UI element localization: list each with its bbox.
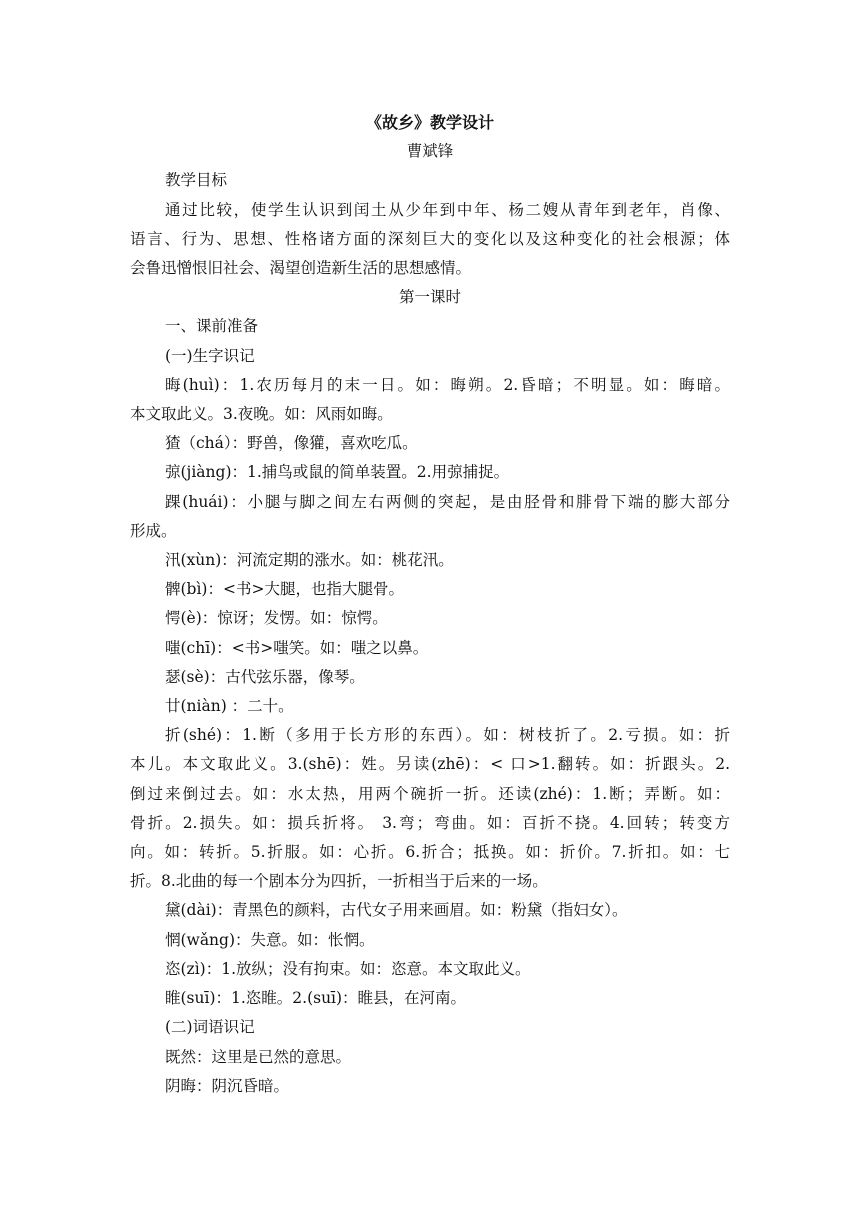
lesson-heading: 第一课时 <box>398 288 461 307</box>
paragraph-line: 本文取此义。3.夜晚。如：风雨如晦。 <box>130 405 393 424</box>
paragraph-line: 语言、行为、思想、性格诸方面的深刻巨大的变化以及这种变化的社会根源；体 <box>130 229 730 248</box>
paragraph-line: 既然：这里是已然的意思。 <box>165 1047 352 1066</box>
paragraph-line: 向。如：转折。5.折服。如：心折。6.折合；抵换。如：折价。7.折扣。如：七 <box>130 843 730 862</box>
paragraph-line: 恣(zì)：1.放纵；没有拘束。如：恣意。本文取此义。 <box>165 959 531 978</box>
paragraph-line: 廿(niàn) ：二十。 <box>165 697 294 716</box>
paragraph-line: 踝(huái)：小腿与脚之间左右两侧的突起，是由胫骨和腓骨下端的膨大部分 <box>165 492 730 511</box>
paragraph-line: 猹（chá）：野兽，像獾，喜欢吃瓜。 <box>165 434 418 453</box>
paragraph-line: 嗤(chī)：<书>嗤笑。如：嗤之以鼻。 <box>165 638 429 657</box>
paragraph-line: 本儿。本文取此义。3.(shē)：姓。另读(zhē)：< 口>1.翻转。如：折跟头。2. <box>130 755 730 774</box>
paragraph-line: 形成。 <box>130 521 177 540</box>
paragraph-line: 汛(xùn)：河流定期的涨水。如：桃花汛。 <box>165 551 454 570</box>
section-heading-objectives: 教学目标 <box>165 171 228 190</box>
paragraph-line: 黛(dài)：青黑色的颜料，古代女子用来画眉。如：粉黛（指妇女）。 <box>165 901 628 920</box>
paragraph-line: 会鲁迅憎恨旧社会、渴望创造新生活的思想感情。 <box>130 259 472 278</box>
paragraph-line: 折(shé)：1.断（多用于长方形的东西）。如：树枝折了。2.亏损。如：折 <box>165 726 730 745</box>
document-body <box>130 108 730 1101</box>
subsection-heading-characters: (一)生字识记 <box>165 346 255 365</box>
paragraph-line: 折。8.北曲的每一个剧本分为四折，一折相当于后来的一场。 <box>130 872 548 891</box>
paragraph-line: 睢(suī)：1.恣睢。2.(suī)：睢县，在河南。 <box>165 989 467 1008</box>
paragraph-line: 惘(wǎng)：失意。如：怅惘。 <box>165 930 375 949</box>
paragraph-line: 阴晦：阴沉昏暗。 <box>165 1076 290 1095</box>
paragraph-line: 骨折。2.损失。如：损兵折将。 3.弯；弯曲。如：百折不挠。4.回转；转变方 <box>130 813 730 832</box>
paragraph-line: 弶(jiàng)：1.捕鸟或鼠的简单装置。2.用弶捕捉。 <box>165 463 510 482</box>
subsection-heading-vocabulary: (二)词语识记 <box>165 1018 255 1037</box>
paragraph-line: 髀(bì)：<书>大腿，也指大腿骨。 <box>165 580 404 599</box>
document-title: 《故乡》教学设计 <box>365 113 494 132</box>
paragraph-line: 晦(huì)：1.农历每月的末一日。如：晦朔。2.昏暗；不明显。如：晦暗。 <box>165 375 730 394</box>
author-name: 曹斌锋 <box>406 142 454 161</box>
paragraph-line: 通过比较，使学生认识到闰土从少年到中年、杨二嫂从青年到老年，肖像、 <box>165 200 730 219</box>
paragraph-line: 愕(è)：惊讶；发愣。如：惊愕。 <box>165 609 388 628</box>
paragraph-line: 瑟(sè)：古代弦乐器，像琴。 <box>165 667 365 686</box>
section-heading-preparation: 一、课前准备 <box>165 317 259 336</box>
paragraph-line: 倒过来倒过去。如：水太热，用两个碗折一折。还读(zhé)：1.断；弄断。如： <box>130 784 730 803</box>
